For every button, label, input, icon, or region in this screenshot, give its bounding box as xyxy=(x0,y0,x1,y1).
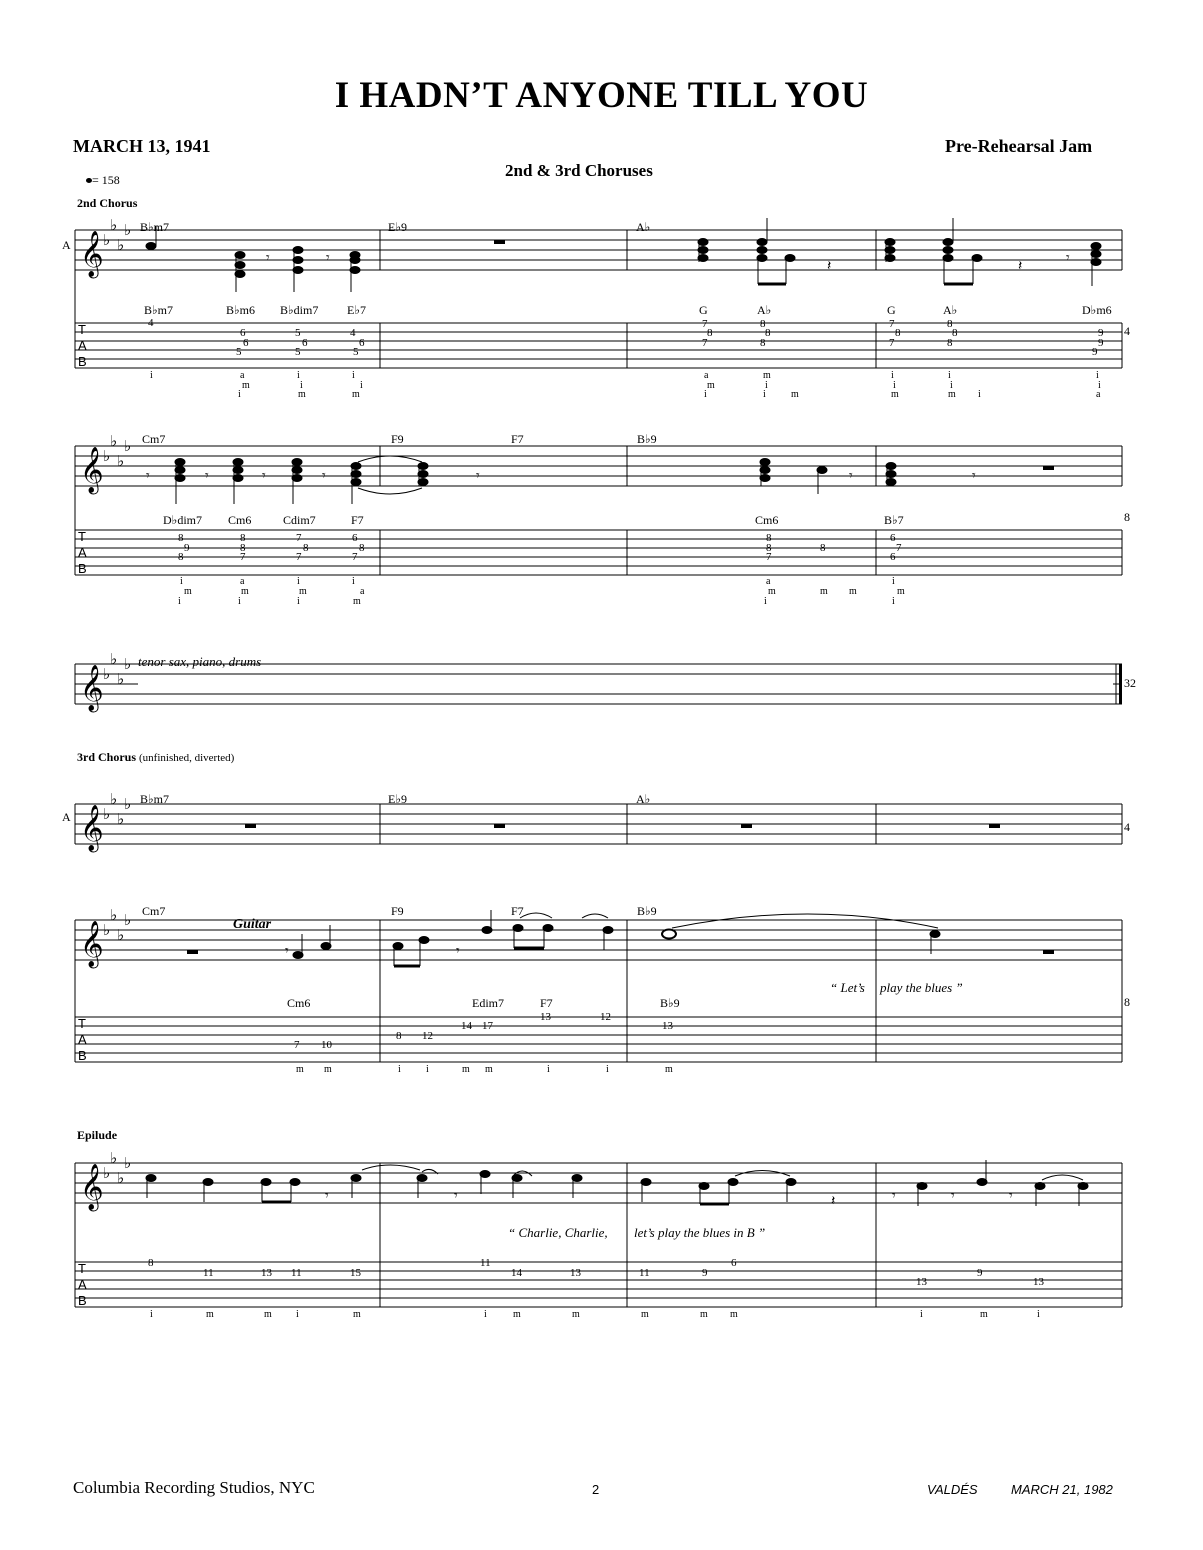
svg-text:T: T xyxy=(78,1016,86,1031)
tab-fret: 5 xyxy=(295,327,301,339)
guitar-label: Guitar xyxy=(233,917,272,932)
tab-fret: 5 xyxy=(353,346,359,358)
fingering: i xyxy=(892,596,895,607)
tab-fret: 9 xyxy=(702,1267,708,1279)
section-heading: 2nd & 3rd Choruses xyxy=(505,161,653,180)
fingering: m xyxy=(352,389,360,400)
staff-system-4 xyxy=(75,920,1122,1062)
tab-fret: 9 xyxy=(1098,337,1104,349)
chord-symbol: B♭9 xyxy=(637,904,657,918)
svg-text:𝄾: 𝄾 xyxy=(325,1188,329,1204)
svg-text:T: T xyxy=(78,529,86,544)
fingering: m xyxy=(184,586,192,597)
tab-fret: 13 xyxy=(916,1276,927,1288)
measure-number: 32 xyxy=(1124,676,1136,690)
spoken-text: “ Charlie, Charlie, xyxy=(508,1225,608,1240)
tab-fret: 8 xyxy=(240,532,246,544)
tab-fret: 17 xyxy=(482,1020,493,1032)
tab-fret: 7 xyxy=(352,551,358,563)
tab-chord: Cm6 xyxy=(228,513,252,527)
svg-text:♭: ♭ xyxy=(124,655,132,673)
tab-fret: 6 xyxy=(890,551,896,563)
svg-text:𝄾: 𝄾 xyxy=(951,1188,955,1204)
tab-fret: 14 xyxy=(511,1267,522,1279)
svg-text:𝄾: 𝄾 xyxy=(262,468,266,484)
rehearsal-mark-a: A xyxy=(62,238,71,252)
fingering: m xyxy=(763,370,771,381)
svg-text:𝄾: 𝄾 xyxy=(1009,1188,1013,1204)
fingering: a xyxy=(704,370,709,381)
svg-text:♭: ♭ xyxy=(124,1154,132,1172)
measure-number: 4 xyxy=(1124,820,1130,834)
fingering: m xyxy=(849,586,857,597)
svg-text:𝄞: 𝄞 xyxy=(80,447,104,493)
tab-chord: D♭dim7 xyxy=(163,513,202,527)
epilude-label: Epilude xyxy=(77,1128,118,1142)
svg-text:B: B xyxy=(78,1293,87,1308)
svg-text:𝄾: 𝄾 xyxy=(266,250,270,266)
fingering: i xyxy=(300,380,303,391)
tab-chord: E♭7 xyxy=(347,303,366,317)
fingering: a xyxy=(240,576,245,587)
final-barline xyxy=(1119,664,1122,704)
tab-fret: 7 xyxy=(240,551,246,563)
tab-fret: 8 xyxy=(303,542,309,554)
spoken-text: “ Let’s xyxy=(830,980,865,995)
tab-chord: B♭7 xyxy=(884,513,904,527)
multirest-icon xyxy=(138,679,1113,689)
svg-text:B: B xyxy=(78,561,87,576)
tab-fret: 7 xyxy=(896,542,902,554)
svg-text:♭: ♭ xyxy=(110,906,118,924)
svg-text:♭: ♭ xyxy=(110,432,118,450)
tab-fret: 14 xyxy=(461,1020,472,1032)
fingering: i xyxy=(978,389,981,400)
fingering: m xyxy=(296,1064,304,1075)
tab-fret: 13 xyxy=(1033,1276,1044,1288)
chord-symbol: E♭9 xyxy=(388,220,407,234)
svg-text:𝄾: 𝄾 xyxy=(476,468,480,484)
svg-text:♭: ♭ xyxy=(103,665,111,683)
fingering: m xyxy=(948,389,956,400)
key-signature-flat-icon xyxy=(103,216,131,1187)
svg-text:♭: ♭ xyxy=(103,921,111,939)
tab-fret: 12 xyxy=(422,1030,433,1042)
spoken-text: let’s play the blues in B ” xyxy=(634,1225,766,1240)
fingering: m xyxy=(353,1309,361,1320)
tab-chord: A♭ xyxy=(943,303,958,317)
fingering: i xyxy=(547,1064,550,1075)
fingering: i xyxy=(238,389,241,400)
svg-text:♭: ♭ xyxy=(103,805,111,823)
fingering: i xyxy=(180,576,183,587)
tab-chord: Cm6 xyxy=(287,996,311,1010)
svg-text:A: A xyxy=(78,545,87,560)
fingering: i xyxy=(893,380,896,391)
fingering: i xyxy=(920,1309,923,1320)
fingering: i xyxy=(892,576,895,587)
fingering: i xyxy=(765,380,768,391)
session-subtitle: Pre-Rehearsal Jam xyxy=(945,136,1093,156)
tab-fret: 8 xyxy=(707,327,713,339)
fingering: m xyxy=(641,1309,649,1320)
svg-text:𝄽: 𝄽 xyxy=(827,258,832,274)
tab-chord: Cm6 xyxy=(755,513,779,527)
tab-fret: 6 xyxy=(302,337,308,349)
tab-fret: 7 xyxy=(702,337,708,349)
svg-text:♭: ♭ xyxy=(110,650,118,668)
fingering: a xyxy=(766,576,771,587)
chord-symbol: B♭m7 xyxy=(140,220,169,234)
tab-fret: 8 xyxy=(766,542,772,554)
footer-studio: Columbia Recording Studios, NYC xyxy=(73,1478,315,1497)
tab-fret: 6 xyxy=(890,532,896,544)
svg-text:A: A xyxy=(78,1277,87,1292)
treble-clef-icon xyxy=(80,231,104,1212)
svg-text:T: T xyxy=(78,322,86,337)
tab-fret: 11 xyxy=(203,1267,214,1279)
tab-fret: 8 xyxy=(240,542,246,554)
svg-text:♭: ♭ xyxy=(103,1164,111,1182)
fingering: m xyxy=(462,1064,470,1075)
tab-chord: B♭9 xyxy=(660,996,680,1010)
fingering: i xyxy=(763,389,766,400)
fingering: m xyxy=(298,389,306,400)
tab-fret: 4 xyxy=(350,327,356,339)
fingering: i xyxy=(950,380,953,391)
tab-fret: 8 xyxy=(765,327,771,339)
fingering: i xyxy=(891,370,894,381)
svg-text:𝄽: 𝄽 xyxy=(831,1193,836,1209)
svg-text:♭: ♭ xyxy=(124,221,132,239)
tab-fret: 6 xyxy=(243,337,249,349)
fingering: i xyxy=(150,370,153,381)
staff-system-2 xyxy=(75,446,1122,575)
fingering: m xyxy=(820,586,828,597)
third-chorus-label: 3rd Chorus (unfinished, diverted) xyxy=(77,750,235,764)
tab-fret: 8 xyxy=(396,1030,402,1042)
svg-text:𝄞: 𝄞 xyxy=(80,921,104,967)
svg-text:♭: ♭ xyxy=(117,1169,125,1187)
tab-fret: 9 xyxy=(977,1267,983,1279)
fingering: i xyxy=(764,596,767,607)
svg-text:♭: ♭ xyxy=(110,216,118,234)
tab-fret: 7 xyxy=(889,318,895,330)
svg-text:♭: ♭ xyxy=(117,926,125,944)
chord-symbol: Cm7 xyxy=(142,432,166,446)
fingering: m xyxy=(299,586,307,597)
measure-number: 8 xyxy=(1124,510,1130,524)
tab-fret: 13 xyxy=(540,1011,551,1023)
fingering: m xyxy=(264,1309,272,1320)
svg-text:𝄾: 𝄾 xyxy=(322,468,326,484)
fingering: m xyxy=(485,1064,493,1075)
fingering: m xyxy=(791,389,799,400)
chord-symbol: E♭9 xyxy=(388,792,407,806)
fingering: i xyxy=(1037,1309,1040,1320)
tab-fret: 8 xyxy=(178,551,184,563)
fingering: m xyxy=(665,1064,673,1075)
measure-number: 8 xyxy=(1124,995,1130,1009)
tacet-note: tenor sax, piano, drums xyxy=(138,654,262,669)
svg-text:T: T xyxy=(78,1261,86,1276)
tab-fret: 7 xyxy=(294,1039,300,1051)
svg-text:𝄾: 𝄾 xyxy=(849,468,853,484)
chord-symbol: F9 xyxy=(391,432,404,446)
second-chorus-label: 2nd Chorus xyxy=(77,196,138,210)
svg-text:♭: ♭ xyxy=(103,231,111,249)
svg-text:♭: ♭ xyxy=(117,670,125,688)
fingering: i xyxy=(150,1309,153,1320)
fingering: m xyxy=(324,1064,332,1075)
fingering: m xyxy=(513,1309,521,1320)
svg-text:A: A xyxy=(78,1032,87,1047)
tab-fret: 8 xyxy=(820,542,826,554)
svg-text:♭: ♭ xyxy=(124,437,132,455)
fingering: i xyxy=(238,596,241,607)
svg-text:𝄾: 𝄾 xyxy=(146,468,150,484)
fingering: a xyxy=(360,586,365,597)
measure-number: 4 xyxy=(1124,324,1130,338)
svg-text:♭: ♭ xyxy=(103,447,111,465)
spoken-text: play the blues ” xyxy=(880,980,963,995)
svg-text:𝄽: 𝄽 xyxy=(1018,258,1023,274)
fingering: i xyxy=(398,1064,401,1075)
tab-fret: 8 xyxy=(947,318,953,330)
fingering: i xyxy=(360,380,363,391)
svg-text:B: B xyxy=(78,1048,87,1063)
fingering: m xyxy=(730,1309,738,1320)
tab-fret: 13 xyxy=(662,1020,673,1032)
tab-fret: 9 xyxy=(1092,346,1098,358)
fingering: i xyxy=(297,596,300,607)
svg-text:𝄾: 𝄾 xyxy=(456,943,460,959)
footer-credit: VALDÉS xyxy=(927,1482,978,1497)
staff-system-1 xyxy=(75,230,1122,368)
tie-slur xyxy=(358,456,1083,1180)
tab-chord: F7 xyxy=(351,513,364,527)
tab-fret: 8 xyxy=(760,318,766,330)
fingering: i xyxy=(352,576,355,587)
svg-text:A: A xyxy=(78,338,87,353)
svg-text:𝄾: 𝄾 xyxy=(892,1188,896,1204)
tab-chord: B♭m7 xyxy=(144,303,173,317)
tab-chord: B♭m6 xyxy=(226,303,255,317)
fingering: m xyxy=(353,596,361,607)
svg-text:𝄾: 𝄾 xyxy=(972,468,976,484)
tab-fret: 10 xyxy=(321,1039,332,1051)
tab-fret: 6 xyxy=(731,1257,737,1269)
tab-fret: 8 xyxy=(947,337,953,349)
note-heads xyxy=(146,218,1101,1206)
fingering: m xyxy=(707,380,715,391)
tab-fret: 8 xyxy=(760,337,766,349)
fingering: i xyxy=(1096,370,1099,381)
svg-text:𝄾: 𝄾 xyxy=(326,250,330,266)
svg-text:♭: ♭ xyxy=(117,810,125,828)
tab-fret: 4 xyxy=(148,317,154,329)
fingering: m xyxy=(891,389,899,400)
fingering: i xyxy=(704,389,707,400)
tab-fret: 13 xyxy=(570,1267,581,1279)
tab-chord: G xyxy=(699,303,708,317)
tab-fret: 6 xyxy=(352,532,358,544)
chord-symbol: F9 xyxy=(391,904,404,918)
fingering: m xyxy=(980,1309,988,1320)
fingering: m xyxy=(206,1309,214,1320)
svg-text:𝄾: 𝄾 xyxy=(205,468,209,484)
fingering: m xyxy=(241,586,249,597)
svg-text:♭: ♭ xyxy=(124,911,132,929)
tab-fret: 7 xyxy=(889,337,895,349)
fingering: m xyxy=(700,1309,708,1320)
tab-chord: D♭m6 xyxy=(1082,303,1112,317)
tempo-value: = 158 xyxy=(92,173,120,187)
chord-symbol: F7 xyxy=(511,904,524,918)
staff-system-3 xyxy=(75,804,1122,844)
tab-fret: 9 xyxy=(184,542,190,554)
svg-text:B: B xyxy=(78,354,87,369)
tab-chord: Cdim7 xyxy=(283,513,316,527)
tab-fret: 8 xyxy=(952,327,958,339)
fingering: i xyxy=(948,370,951,381)
footer-credit-date: MARCH 21, 1982 xyxy=(1011,1482,1113,1497)
fingering: m xyxy=(897,586,905,597)
chord-symbol: Cm7 xyxy=(142,904,166,918)
tab-fret: 11 xyxy=(639,1267,650,1279)
tab-fret: 8 xyxy=(148,1257,154,1269)
svg-text:♭: ♭ xyxy=(110,790,118,808)
whole-rest-icon xyxy=(187,240,1054,954)
fingering: i xyxy=(606,1064,609,1075)
chord-symbol: A♭ xyxy=(636,792,651,806)
fingering: i xyxy=(426,1064,429,1075)
tab-fret: 7 xyxy=(702,318,708,330)
fingering: i xyxy=(178,596,181,607)
recording-date: MARCH 13, 1941 xyxy=(73,136,211,156)
tab-chord: F7 xyxy=(540,996,553,1010)
fingering: i xyxy=(1098,380,1101,391)
tab-fret: 11 xyxy=(480,1257,491,1269)
tab-fret: 11 xyxy=(291,1267,302,1279)
chord-symbol: B♭m7 xyxy=(140,792,169,806)
tab-chord: A♭ xyxy=(757,303,772,317)
rehearsal-mark-a: A xyxy=(62,810,71,824)
tab-fret: 8 xyxy=(178,532,184,544)
fingering: m xyxy=(572,1309,580,1320)
svg-text:𝄞: 𝄞 xyxy=(80,665,104,711)
svg-text:♭: ♭ xyxy=(110,1149,118,1167)
tab-fret: 5 xyxy=(236,346,242,358)
tab-fret: 15 xyxy=(350,1267,361,1279)
tab-chord: Edim7 xyxy=(472,996,504,1010)
tab-fret: 7 xyxy=(296,551,302,563)
chord-symbol: B♭9 xyxy=(637,432,657,446)
tab-fret: 8 xyxy=(359,542,365,554)
tab-fret: 12 xyxy=(600,1011,611,1023)
fingering: i xyxy=(484,1309,487,1320)
tab-chord: G xyxy=(887,303,896,317)
fingering: i xyxy=(296,1309,299,1320)
tab-fret: 8 xyxy=(766,532,772,544)
svg-text:𝄞: 𝄞 xyxy=(80,1164,104,1210)
tab-fret: 7 xyxy=(766,551,772,563)
svg-text:𝄾: 𝄾 xyxy=(285,943,289,959)
tab-fret: 7 xyxy=(296,532,302,544)
chord-symbol: F7 xyxy=(511,432,524,446)
svg-text:𝄞: 𝄞 xyxy=(80,805,104,851)
tab-fret: 13 xyxy=(261,1267,272,1279)
fingering: i xyxy=(297,576,300,587)
fingering: a xyxy=(1096,389,1101,400)
staff-system-5 xyxy=(75,1163,1122,1307)
tab-fret: 5 xyxy=(295,346,301,358)
svg-text:♭: ♭ xyxy=(117,236,125,254)
tab-fret: 9 xyxy=(1098,327,1104,339)
tab-fret: 6 xyxy=(359,337,365,349)
fingering: m xyxy=(768,586,776,597)
fingering: a xyxy=(240,370,245,381)
tab-chord: B♭dim7 xyxy=(280,303,319,317)
tab-fret: 6 xyxy=(240,327,246,339)
page-number: 2 xyxy=(592,1482,600,1497)
eighth-rest-icon xyxy=(146,250,1070,1209)
svg-text:♭: ♭ xyxy=(124,795,132,813)
fingering: i xyxy=(352,370,355,381)
svg-text:𝄞: 𝄞 xyxy=(80,231,104,277)
tab-fret: 8 xyxy=(895,327,901,339)
song-title: I HADN’T ANYONE TILL YOU xyxy=(334,75,869,116)
fingering: m xyxy=(242,380,250,391)
svg-text:𝄾: 𝄾 xyxy=(1066,250,1070,266)
chord-symbol: A♭ xyxy=(636,220,651,234)
svg-text:𝄾: 𝄾 xyxy=(454,1188,458,1204)
fingering: i xyxy=(297,370,300,381)
svg-text:♭: ♭ xyxy=(117,452,125,470)
